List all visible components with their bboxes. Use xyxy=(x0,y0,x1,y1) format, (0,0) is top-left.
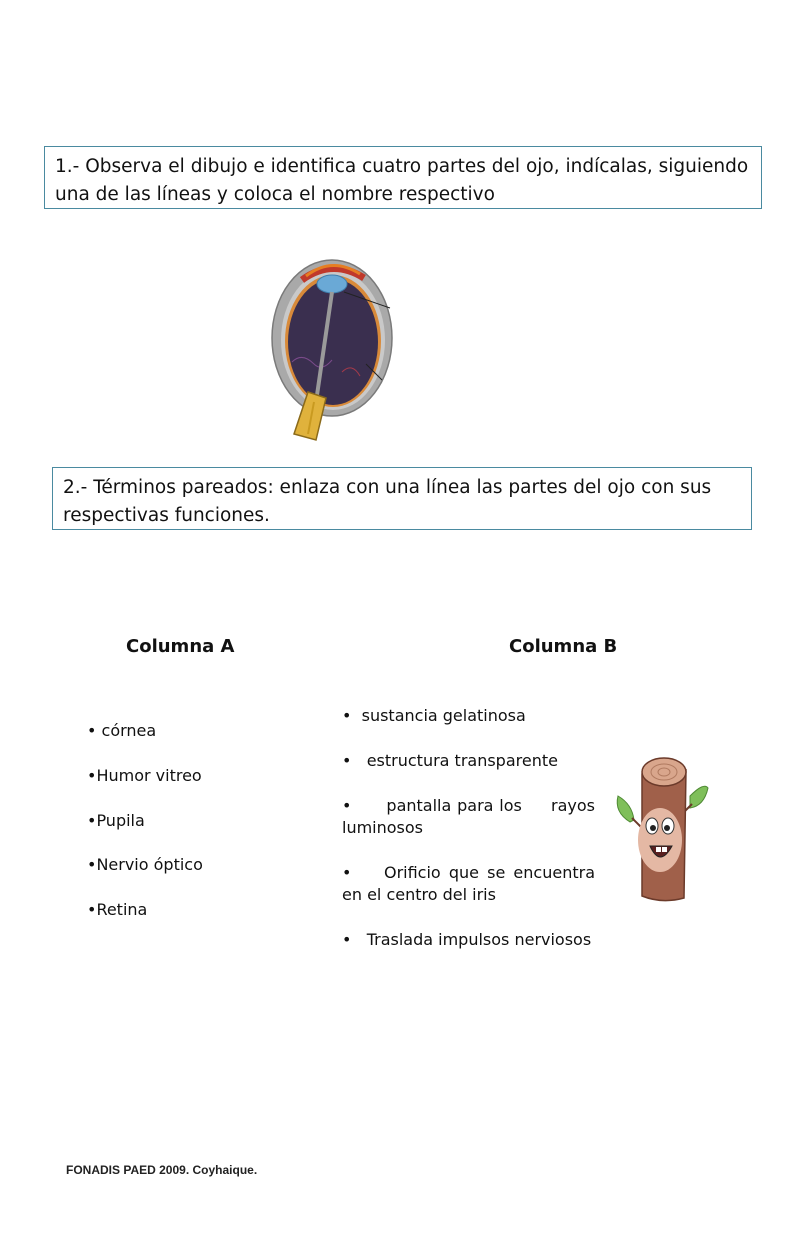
column-a-item: •Retina xyxy=(87,900,148,920)
column-a-list xyxy=(87,721,203,945)
column-a-item: •Pupila xyxy=(87,810,145,830)
question-2-box xyxy=(52,467,752,530)
column-b-item: • pantalla para los rayos luminosos xyxy=(342,796,601,837)
column-a-item: •Humor vitreo xyxy=(87,765,202,785)
column-a-title: Columna A xyxy=(126,636,235,657)
eye-diagram xyxy=(262,252,412,444)
column-b-list xyxy=(342,705,601,974)
question-2-text: 2.- Términos pareados: enlaza con una línea las partes del ojo con sus respectivas funciones. xyxy=(63,477,712,526)
question-1-box xyxy=(44,146,762,209)
column-a-item: •Nervio óptico xyxy=(87,855,203,875)
column-b-item: • sustancia gelatinosa xyxy=(342,706,526,725)
footer-credit: FONADIS PAED 2009. Coyhaique. xyxy=(66,1163,258,1177)
column-b-item: • Traslada impulsos nerviosos xyxy=(342,930,592,949)
column-b-title: Columna B xyxy=(509,636,618,657)
log-character-illustration xyxy=(612,752,712,907)
column-b-item: • Orificio que se encuentra en el centro del iris xyxy=(342,863,601,904)
column-a-item: • córnea xyxy=(87,721,157,740)
column-b-item: • estructura transparente xyxy=(342,751,558,770)
question-1-text: 1.- Observa el dibujo e identifica cuatro partes del ojo, indícalas, siguiendo una de las líneas y coloca el nombre respectivo xyxy=(55,156,749,205)
